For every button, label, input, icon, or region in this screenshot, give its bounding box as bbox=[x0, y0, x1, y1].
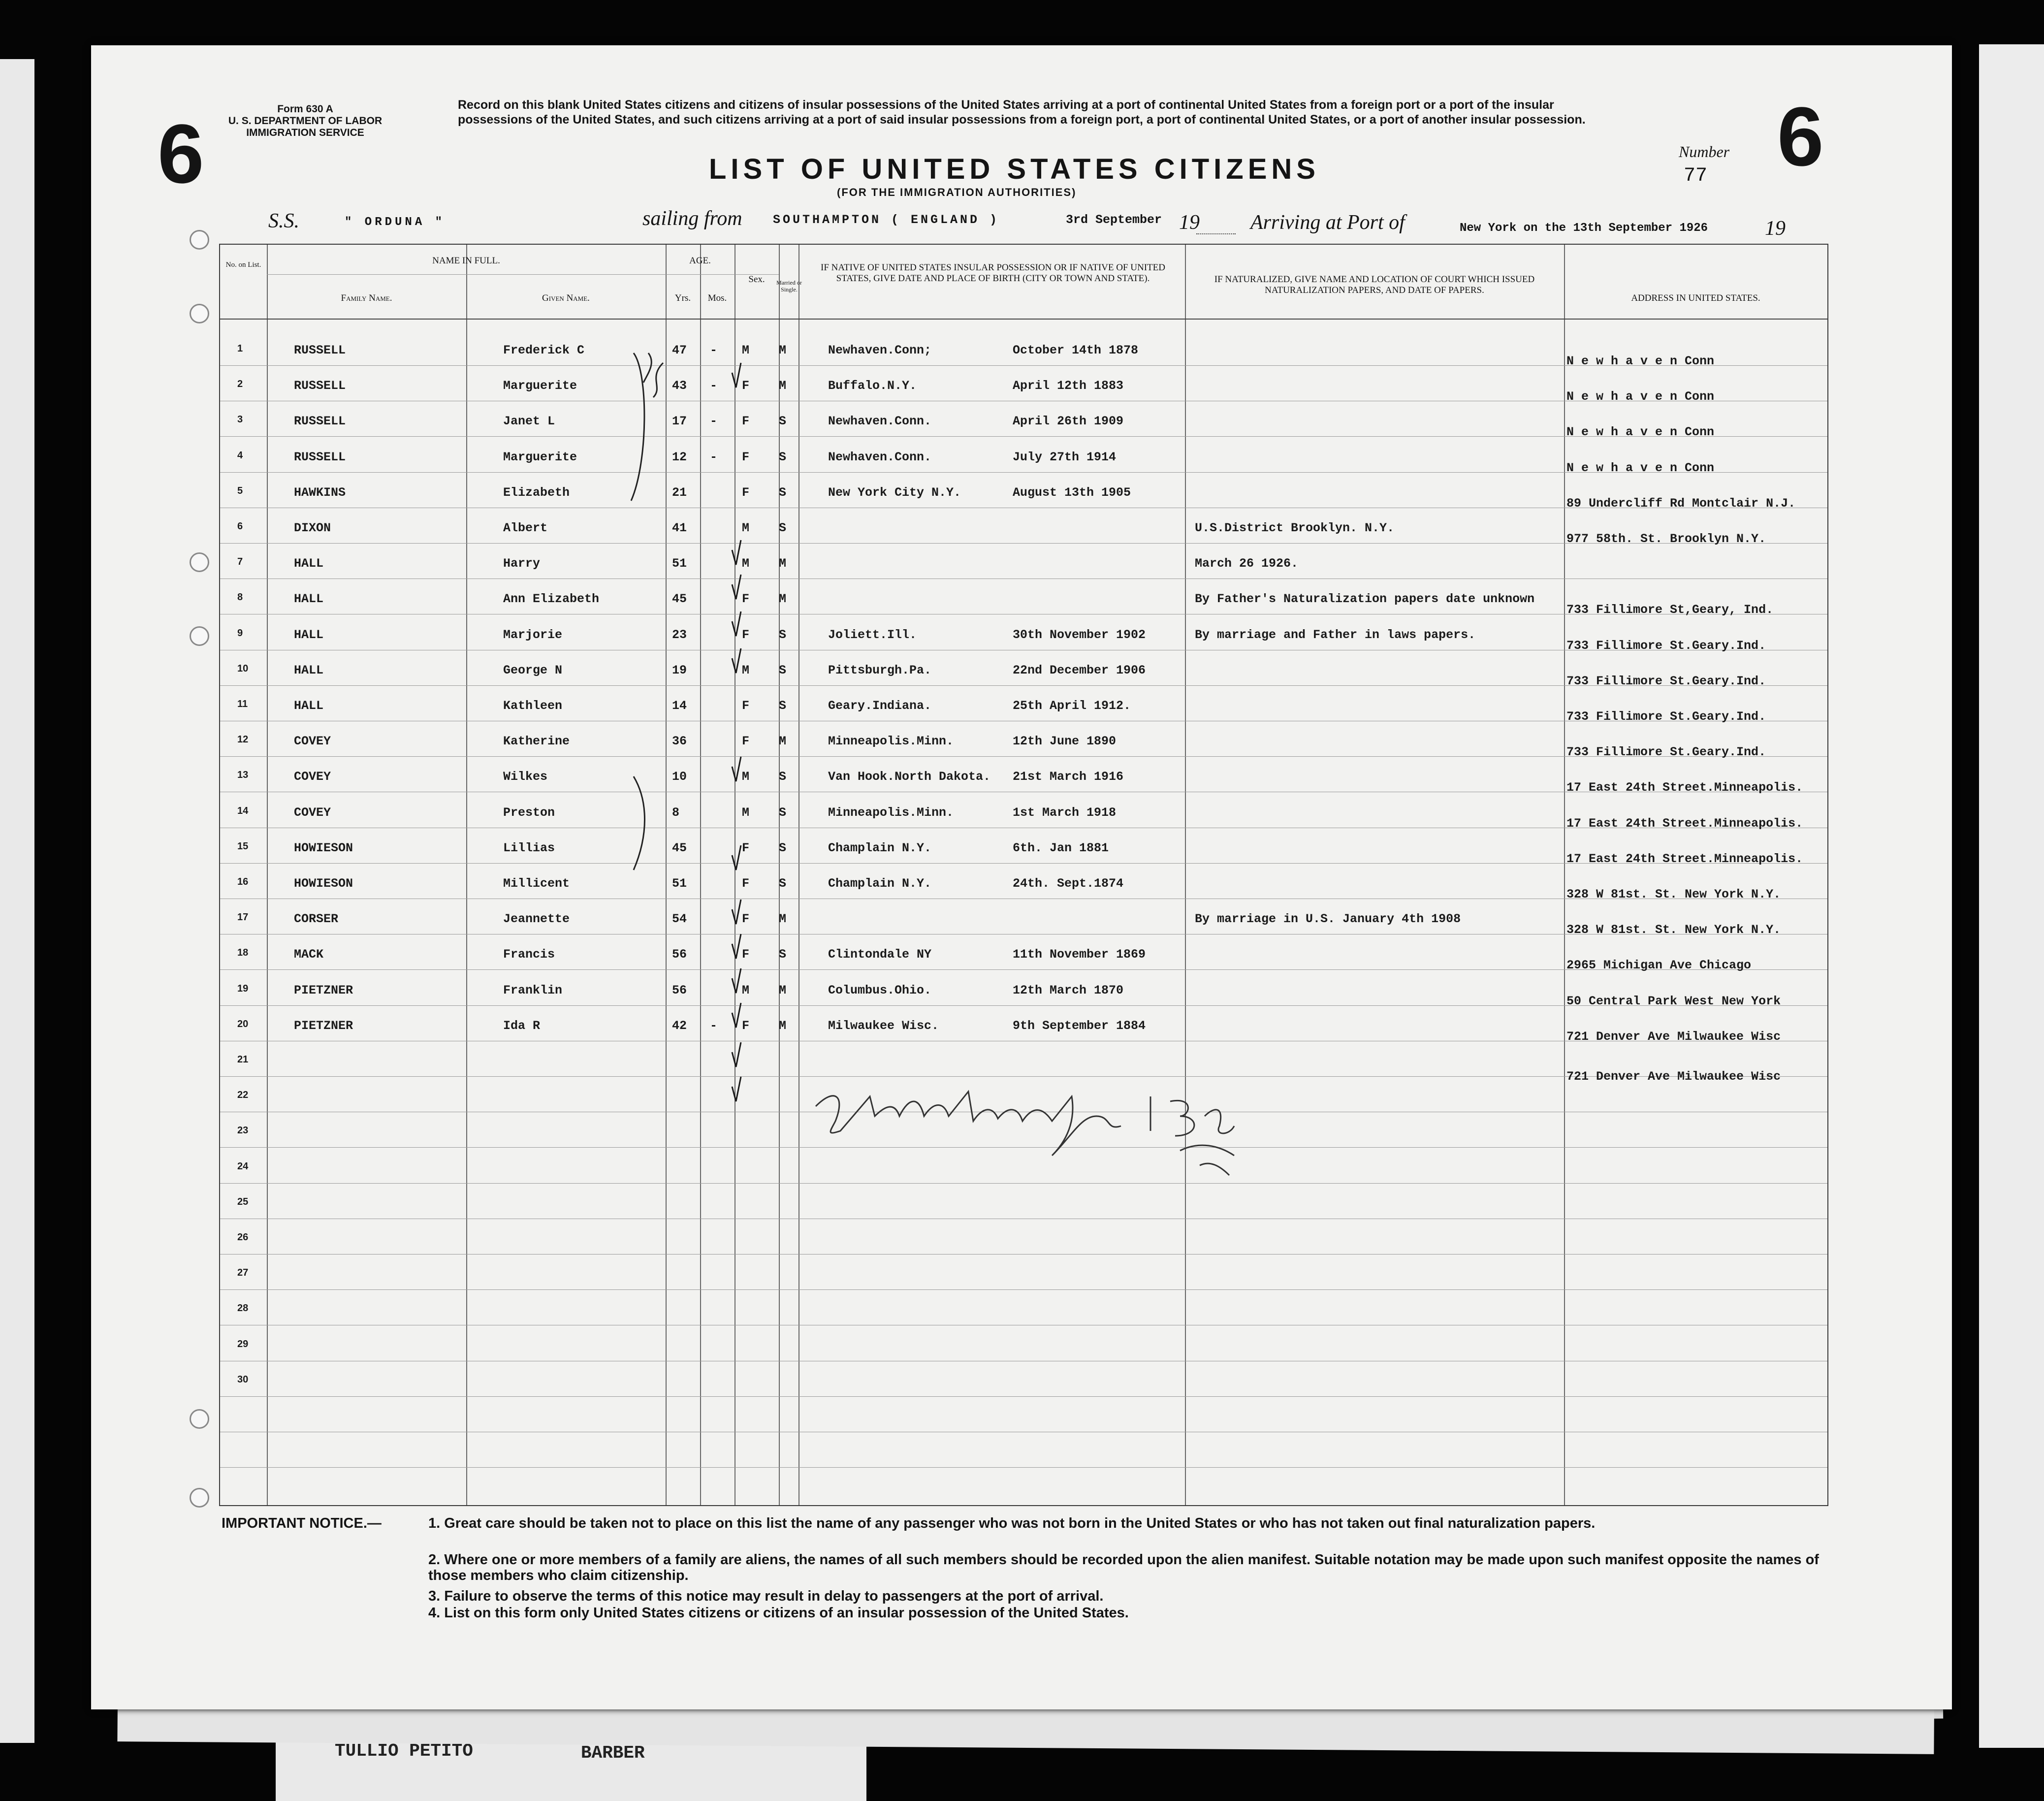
given-name: Elizabeth bbox=[503, 485, 570, 500]
given-name: Frederick C bbox=[503, 343, 585, 357]
empty-row-number: 21 bbox=[237, 1054, 249, 1065]
birth-date: 11th November 1869 bbox=[1013, 947, 1146, 962]
us-address: 17 East 24th Street.Minneapolis. bbox=[1566, 780, 1803, 795]
row-number: 17 bbox=[237, 912, 249, 923]
age-years: 41 bbox=[672, 521, 687, 535]
check-mark bbox=[732, 1042, 741, 1067]
page-number-left: 6 bbox=[158, 107, 204, 201]
row-number: 8 bbox=[237, 592, 243, 603]
given-name: Francis bbox=[503, 947, 555, 962]
header-family-name: Family Name. bbox=[341, 293, 392, 303]
us-address: 733 Fillimore St.Geary.Ind. bbox=[1566, 638, 1766, 653]
birth-place: Van Hook.North Dakota. bbox=[828, 770, 991, 784]
given-name: Harry bbox=[503, 556, 541, 571]
empty-row-number: 24 bbox=[237, 1160, 249, 1172]
birth-place: Milwaukee Wisc. bbox=[828, 1018, 939, 1033]
family-name: COVEY bbox=[294, 770, 331, 784]
naturalization-info: U.S.District Brooklyn. N.Y. bbox=[1195, 521, 1395, 535]
family-name: PIETZNER bbox=[294, 983, 353, 997]
birth-place: Columbus.Ohio. bbox=[828, 983, 932, 997]
row-number: 13 bbox=[237, 770, 249, 781]
sex: M bbox=[742, 983, 750, 997]
birth-place: Clintondale NY bbox=[828, 947, 932, 962]
age-years: 10 bbox=[672, 770, 687, 784]
given-name: Ida R bbox=[503, 1018, 541, 1033]
given-name: Janet L bbox=[503, 414, 555, 429]
family-name: RUSSELL bbox=[294, 414, 346, 429]
family-name: HOWIESON bbox=[294, 876, 353, 891]
sex: M bbox=[742, 805, 750, 820]
given-name: Ann Elizabeth bbox=[503, 592, 600, 607]
family-name: HOWIESON bbox=[294, 840, 353, 855]
row-number: 5 bbox=[237, 485, 243, 496]
age-years: 14 bbox=[672, 699, 687, 713]
sex: F bbox=[742, 379, 750, 393]
sex: F bbox=[742, 1018, 750, 1033]
header-no: No. on List. bbox=[225, 261, 261, 269]
empty-row-number: 27 bbox=[237, 1267, 249, 1279]
us-address: 977 58th. St. Brooklyn N.Y. bbox=[1566, 532, 1766, 546]
marital-status: M bbox=[779, 556, 787, 571]
family-name: HALL bbox=[294, 592, 324, 607]
notice-item-1: 1. Great care should be taken not to place on this list the name of any passenger who was not born in the United States or who has not taken out final naturalization papers. bbox=[428, 1515, 1596, 1531]
age-months: - bbox=[710, 343, 718, 357]
age-years: 42 bbox=[672, 1018, 687, 1033]
us-address: 17 East 24th Street.Minneapolis. bbox=[1566, 816, 1803, 831]
record-instructions: Record on this blank United States citizens and citizens of insular possessions of the United States arriving at a port of continental United States from a foreign port or a port of the insular possessions of the United States, and such citizens arriving at a port of said insular possessions from a foreign port, a port of continental United States, or a port of another insular possession. bbox=[458, 98, 1586, 127]
given-name: Albert bbox=[503, 521, 548, 535]
strip-occupation-2: BARBER bbox=[581, 1743, 645, 1763]
row-number: 11 bbox=[237, 699, 248, 709]
ruled-line bbox=[220, 1289, 1827, 1290]
year-blank bbox=[1196, 233, 1236, 234]
year-suffix: 19 bbox=[1765, 217, 1786, 240]
list-number: 77 bbox=[1684, 165, 1708, 187]
birth-place: Buffalo.N.Y. bbox=[828, 379, 917, 393]
birth-place: Geary.Indiana. bbox=[828, 699, 932, 713]
age-years: 19 bbox=[672, 663, 687, 677]
us-address: 328 W 81st. St. New York N.Y. bbox=[1566, 887, 1781, 901]
page-subtitle: (FOR THE IMMIGRATION AUTHORITIES) bbox=[837, 186, 1077, 198]
handwritten-checkmarks bbox=[712, 343, 890, 1106]
marital-status: S bbox=[779, 770, 787, 784]
birth-date: 1st March 1918 bbox=[1013, 805, 1117, 820]
row-number: 1 bbox=[237, 343, 243, 354]
birth-place: New York City N.Y. bbox=[828, 485, 961, 500]
empty-row-number: 28 bbox=[237, 1303, 249, 1314]
notice-item-4: 4. List on this form only United States citizens or citizens of an insular possession of the United States. bbox=[428, 1605, 1129, 1621]
birth-date: July 27th 1914 bbox=[1013, 450, 1117, 464]
family-name: PIETZNER bbox=[294, 1018, 353, 1033]
check-mark bbox=[732, 968, 741, 993]
row-number: 2 bbox=[237, 379, 243, 390]
row-number: 9 bbox=[237, 627, 243, 639]
year-prefix: 19 bbox=[1179, 211, 1200, 234]
sex: F bbox=[742, 876, 750, 891]
check-mark bbox=[732, 611, 741, 636]
sex: F bbox=[742, 734, 750, 749]
age-years: 12 bbox=[672, 450, 687, 464]
age-years: 8 bbox=[672, 805, 680, 820]
family-name: CORSER bbox=[294, 912, 339, 927]
birth-date: 24th. Sept.1874 bbox=[1013, 876, 1124, 891]
form-header bbox=[217, 103, 394, 139]
marital-status: M bbox=[779, 379, 787, 393]
inspector-signature bbox=[806, 1077, 1298, 1190]
departure-date: 3rd September bbox=[1066, 213, 1162, 227]
birth-place: Joliett.Ill. bbox=[828, 627, 917, 642]
empty-row-number: 25 bbox=[237, 1196, 249, 1207]
sex: F bbox=[742, 912, 750, 927]
us-address: N e w h a v e n Conn bbox=[1566, 389, 1715, 404]
initial-mark bbox=[653, 363, 663, 397]
ruled-line bbox=[220, 1396, 1827, 1397]
sex: M bbox=[742, 556, 750, 571]
marital-status: S bbox=[779, 450, 787, 464]
given-name: Franklin bbox=[503, 983, 563, 997]
age-months: - bbox=[710, 450, 718, 464]
age-years: 45 bbox=[672, 592, 687, 607]
birth-date: 12th June 1890 bbox=[1013, 734, 1117, 749]
sex: M bbox=[742, 521, 750, 535]
us-address: 2965 Michigan Ave Chicago bbox=[1566, 958, 1752, 973]
given-name: George N bbox=[503, 663, 563, 677]
family-name: HALL bbox=[294, 699, 324, 713]
birth-place: Newhaven.Conn; bbox=[828, 343, 932, 357]
given-name: Marjorie bbox=[503, 627, 563, 642]
notice-item-3: 3. Failure to observe the terms of this notice may result in delay to passengers at the port of arrival. bbox=[428, 1588, 1104, 1604]
age-years: 56 bbox=[672, 983, 687, 997]
sex: F bbox=[742, 450, 750, 464]
page-title: LIST OF UNITED STATES CITIZENS bbox=[709, 153, 1320, 185]
birth-date: 12th March 1870 bbox=[1013, 983, 1124, 997]
notice-label: IMPORTANT NOTICE.— bbox=[222, 1515, 382, 1531]
binder-hole bbox=[190, 304, 209, 323]
binder-hole bbox=[190, 626, 209, 646]
ruled-line bbox=[220, 1467, 1827, 1468]
check-mark bbox=[732, 900, 741, 924]
marital-status: S bbox=[779, 947, 787, 962]
family-name: RUSSELL bbox=[294, 450, 346, 464]
row-number: 3 bbox=[237, 414, 243, 425]
check-mark bbox=[732, 575, 741, 599]
naturalization-info: By Father's Naturalization papers date unknown bbox=[1195, 592, 1535, 607]
given-name: Marguerite bbox=[503, 379, 577, 393]
birth-place: Pittsburgh.Pa. bbox=[828, 663, 932, 677]
check-mark bbox=[732, 363, 741, 387]
passenger-table bbox=[219, 244, 1828, 1506]
sex: F bbox=[742, 627, 750, 642]
age-months: - bbox=[710, 1018, 718, 1033]
age-years: 43 bbox=[672, 379, 687, 393]
age-years: 54 bbox=[672, 912, 687, 927]
check-mark bbox=[732, 757, 741, 781]
us-address: N e w h a v e n Conn bbox=[1566, 425, 1715, 440]
sex: M bbox=[742, 343, 750, 357]
sex: M bbox=[742, 770, 750, 784]
given-name: Wilkes bbox=[503, 770, 548, 784]
check-mark bbox=[732, 540, 741, 565]
marital-status: S bbox=[779, 414, 787, 429]
age-years: 51 bbox=[672, 556, 687, 571]
marital-status: S bbox=[779, 663, 787, 677]
header-birth: IF NATIVE OF UNITED STATES INSULAR POSSESSION OR IF NATIVE OF UNITED STATES, GIVE DATE AND PLACE OF BIRTH (CITY OR TOWN AND STATE). bbox=[821, 262, 1165, 284]
row-number: 18 bbox=[237, 947, 249, 959]
header-name-in-full: NAME IN FULL. bbox=[432, 256, 500, 266]
ss-label: S.S. bbox=[268, 210, 299, 232]
sex: F bbox=[742, 699, 750, 713]
us-address: N e w h a v e n Conn bbox=[1566, 460, 1715, 475]
given-name: Jeannette bbox=[503, 912, 570, 927]
header-yrs: Yrs. bbox=[674, 293, 691, 303]
family-name: HALL bbox=[294, 663, 324, 677]
sex: F bbox=[742, 947, 750, 962]
age-years: 51 bbox=[672, 876, 687, 891]
empty-row-number: 26 bbox=[237, 1232, 249, 1243]
sex: M bbox=[742, 663, 750, 677]
family-name: HAWKINS bbox=[294, 485, 346, 500]
birth-date: April 26th 1909 bbox=[1013, 414, 1124, 429]
family-name: RUSSELL bbox=[294, 379, 346, 393]
check-mark bbox=[732, 934, 741, 959]
header-sex: Sex. bbox=[748, 274, 765, 285]
us-address: 733 Fillimore St.Geary.Ind. bbox=[1566, 745, 1766, 760]
adjacent-page-right bbox=[1979, 44, 2044, 1748]
us-address: 328 W 81st. St. New York N.Y. bbox=[1566, 923, 1781, 937]
birth-place: Champlain N.Y. bbox=[828, 840, 932, 855]
row-number: 20 bbox=[237, 1018, 249, 1029]
ship-name: " ORDUNA " bbox=[345, 216, 446, 229]
row-number: 6 bbox=[237, 521, 243, 532]
birth-place: Newhaven.Conn. bbox=[828, 450, 932, 464]
birth-date: 6th. Jan 1881 bbox=[1013, 840, 1109, 855]
marital-status: S bbox=[779, 876, 787, 891]
binder-hole bbox=[190, 1488, 209, 1508]
birth-date: 22nd December 1906 bbox=[1013, 663, 1146, 677]
adjacent-page-left bbox=[0, 59, 34, 1743]
naturalization-info: By marriage and Father in laws papers. bbox=[1195, 627, 1476, 642]
header-address: ADDRESS IN UNITED STATES. bbox=[1631, 293, 1760, 303]
family-name: HALL bbox=[294, 556, 324, 571]
sex: F bbox=[742, 592, 750, 607]
service: IMMIGRATION SERVICE bbox=[246, 127, 364, 138]
age-years: 17 bbox=[672, 414, 687, 429]
us-address: 721 Denver Ave Milwaukee Wisc bbox=[1566, 1029, 1781, 1044]
birth-place: Minneapolis.Minn. bbox=[828, 734, 954, 749]
check-mark bbox=[732, 1077, 741, 1101]
binder-hole bbox=[190, 552, 209, 572]
family-name: COVEY bbox=[294, 805, 331, 820]
age-years: 21 bbox=[672, 485, 687, 500]
age-years: 36 bbox=[672, 734, 687, 749]
us-address: 733 Fillimore St.Geary.Ind. bbox=[1566, 674, 1766, 688]
binder-hole bbox=[190, 230, 209, 250]
handwritten-brackets bbox=[604, 343, 703, 1229]
family-name: COVEY bbox=[294, 734, 331, 749]
bracket-mark bbox=[631, 353, 644, 501]
us-address: 17 East 24th Street.Minneapolis. bbox=[1566, 851, 1803, 866]
family-name: MACK bbox=[294, 947, 324, 962]
age-months: - bbox=[710, 379, 718, 393]
strip-name-2: TULLIO PETITO bbox=[335, 1741, 473, 1761]
check-mark bbox=[732, 648, 741, 673]
sex: F bbox=[742, 485, 750, 500]
marital-status: M bbox=[779, 1018, 787, 1033]
given-name: Katherine bbox=[503, 734, 570, 749]
given-name: Millicent bbox=[503, 876, 570, 891]
family-name: DIXON bbox=[294, 521, 331, 535]
birth-date: 9th September 1884 bbox=[1013, 1018, 1146, 1033]
extra-address: 721 Denver Ave Milwaukee Wisc bbox=[1566, 1069, 1781, 1084]
naturalization-info: March 26 1926. bbox=[1195, 556, 1299, 571]
row-number: 10 bbox=[237, 663, 249, 674]
birth-place: Newhaven.Conn. bbox=[828, 414, 932, 429]
us-address: 89 Undercliff Rd Montclair N.J. bbox=[1566, 496, 1796, 511]
marital-status: S bbox=[779, 805, 787, 820]
birth-date: October 14th 1878 bbox=[1013, 343, 1139, 357]
header-naturalized: IF NATURALIZED, GIVE NAME AND LOCATION OF COURT WHICH ISSUED NATURALIZATION PAPERS, AND DATE OF PAPERS. bbox=[1214, 274, 1535, 295]
given-name: Marguerite bbox=[503, 450, 577, 464]
marital-status: S bbox=[779, 627, 787, 642]
marital-status: S bbox=[779, 699, 787, 713]
us-address: 50 Central Park West New York bbox=[1566, 994, 1781, 1008]
empty-row-number: 23 bbox=[237, 1125, 249, 1136]
given-name: Kathleen bbox=[503, 699, 563, 713]
birth-date: August 13th 1905 bbox=[1013, 485, 1131, 500]
given-name: Lillias bbox=[503, 840, 555, 855]
notice-item-2: 2. Where one or more members of a family are aliens, the names of all such members should be recorded upon the alien manifest. Suitable notation may be made upon such manifest opposite the names of those members who claim citizenship. bbox=[428, 1552, 1819, 1583]
bracket-mark bbox=[634, 776, 645, 870]
birth-date: April 12th 1883 bbox=[1013, 379, 1124, 393]
number-label: Number bbox=[1679, 143, 1730, 161]
sex: F bbox=[742, 414, 750, 429]
empty-row-number: 22 bbox=[237, 1090, 249, 1101]
age-years: 47 bbox=[672, 343, 687, 357]
row-number: 4 bbox=[237, 450, 243, 461]
age-months: - bbox=[710, 414, 718, 429]
given-name: Preston bbox=[503, 805, 555, 820]
marital-status: S bbox=[779, 485, 787, 500]
marital-status: M bbox=[779, 734, 787, 749]
row-number: 7 bbox=[237, 556, 243, 568]
us-address: N e w h a v e n Conn bbox=[1566, 354, 1715, 368]
us-address: 733 Fillimore St.Geary.Ind. bbox=[1566, 709, 1766, 724]
birth-date: 21st March 1916 bbox=[1013, 770, 1124, 784]
check-mark bbox=[732, 1003, 741, 1028]
marital-status: M bbox=[779, 983, 787, 997]
birth-place: Minneapolis.Minn. bbox=[828, 805, 954, 820]
bracket-mark bbox=[643, 353, 651, 383]
family-name: HALL bbox=[294, 627, 324, 642]
sailing-label: sailing from bbox=[642, 207, 742, 230]
arriving-label: Arriving at Port of bbox=[1250, 211, 1405, 234]
marital-status: S bbox=[779, 521, 787, 535]
header-married-single: Married or Single. bbox=[776, 279, 802, 293]
empty-row-number: 29 bbox=[237, 1338, 249, 1350]
naturalization-info: By marriage in U.S. January 4th 1908 bbox=[1195, 912, 1461, 927]
empty-row-number: 30 bbox=[237, 1374, 249, 1385]
row-number: 15 bbox=[237, 840, 249, 852]
family-name: RUSSELL bbox=[294, 343, 346, 357]
us-address: 733 Fillimore St,Geary, Ind. bbox=[1566, 603, 1774, 617]
page-number-right: 6 bbox=[1777, 90, 1824, 184]
sex: F bbox=[742, 840, 750, 855]
header-age: AGE. bbox=[689, 256, 711, 266]
row-number: 16 bbox=[237, 876, 249, 887]
department: U. S. DEPARTMENT OF LABOR bbox=[228, 115, 383, 127]
birth-date: 30th November 1902 bbox=[1013, 627, 1146, 642]
birth-date: 25th April 1912. bbox=[1013, 699, 1131, 713]
row-number: 19 bbox=[237, 983, 249, 994]
marital-status: M bbox=[779, 343, 787, 357]
form-number: Form 630 A bbox=[277, 103, 333, 115]
marital-status: M bbox=[779, 592, 787, 607]
departure-port: SOUTHAMPTON ( ENGLAND ) bbox=[773, 213, 1000, 227]
row-number: 12 bbox=[237, 734, 249, 745]
age-years: 56 bbox=[672, 947, 687, 962]
marital-status: M bbox=[779, 912, 787, 927]
age-years: 45 bbox=[672, 840, 687, 855]
arrival-port-date: New York on the 13th September 1926 bbox=[1460, 222, 1708, 235]
birth-place: Champlain N.Y. bbox=[828, 876, 932, 891]
check-mark bbox=[732, 845, 741, 870]
row-number: 14 bbox=[237, 805, 249, 816]
age-years: 23 bbox=[672, 627, 687, 642]
header-given-name: Given Name. bbox=[542, 293, 590, 303]
binder-hole bbox=[190, 1409, 209, 1429]
header-mos: Mos. bbox=[707, 293, 727, 303]
marital-status: S bbox=[779, 840, 787, 855]
